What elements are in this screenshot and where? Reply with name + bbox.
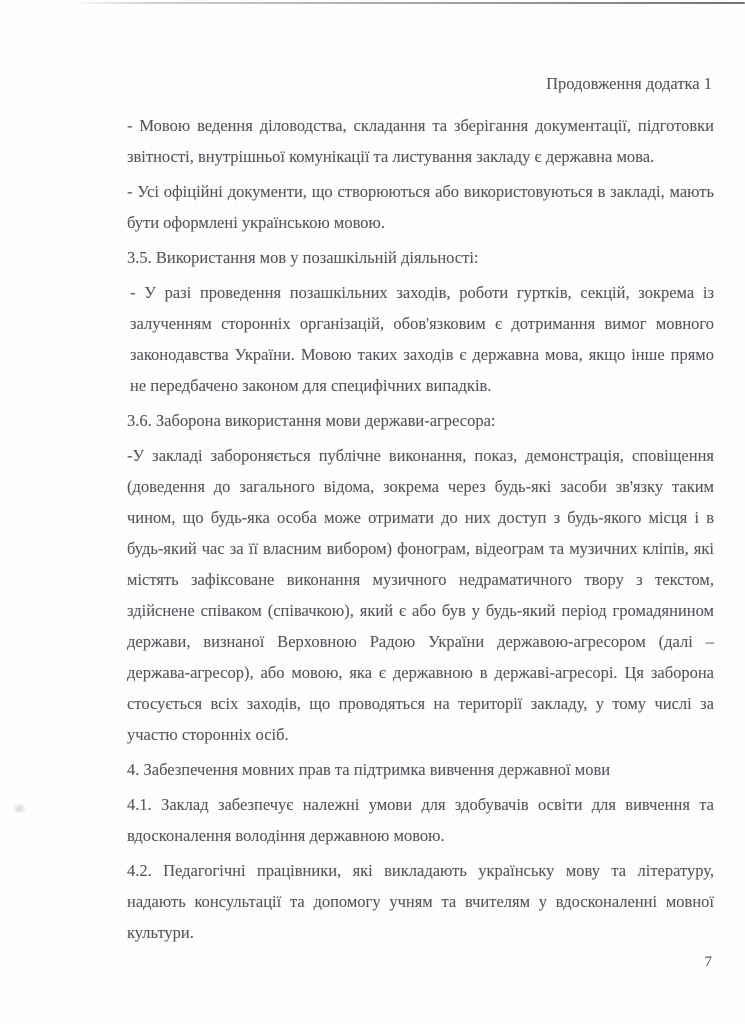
section-heading-4: 4. Забезпечення мовних прав та підтримка вивчення державної мови — [127, 760, 611, 779]
scan-artifact-speck — [14, 804, 25, 813]
paragraph-aggressor-state-language-ban: -У закладі забороняється публічне виконання, показ, демонстрація, сповіщення (доведення до загального відома, зокрема через будь-які засоби зв'язку таким чином, що будь-яка особа може отримати до них доступ з будь-якого місця і в будь-який час за її власним вибором) фонограм, відеограм та музичних кліпів, які містять зафіксоване виконання музичного недраматичного твору з текстом, здійснене співаком (співачкою), який є або був у будь-який період громадянином держави, визнаної Верховною Радою України державою-агресором (далі – держава-агресор), або мовою, яка є державною в державі-агресорі. Ця заборона стосується всіх заходів, що проводяться на території закладу, у тому числі за участю сторонніх осіб. — [127, 446, 714, 744]
document-body — [127, 110, 714, 952]
page-number: 7 — [704, 954, 712, 970]
scan-artifact-line — [70, 2, 745, 4]
section-heading-3-6: 3.6. Заборона використання мови держави-агресора: — [127, 411, 496, 430]
paragraph-record-keeping-language: - Мовою ведення діловодства, складання та зберігання документації, підготовки звітності, внутрішньої комунікації та листування закладу є державна мова. — [127, 116, 714, 166]
running-header: Продовження додатка 1 — [546, 74, 712, 93]
paragraph-extracurricular-activities: - У разі проведення позашкільних заходів, роботи гуртків, секцій, зокрема із залученням сторонніх організацій, обов'язковим є дотримання вимог мовного законодавства України. Мовою таких заходів є державна мова, якщо інше прямо не передбачено законом для специфічних випадків. — [130, 283, 714, 395]
paragraph-4-1-learning-conditions: 4.1. Заклад забезпечує належні умови для здобувачів освіти для вивчення та вдосконалення володіння державною мовою. — [127, 795, 714, 845]
paragraph-official-documents: - Усі офіційні документи, що створюються або використовуються в закладі, мають бути оформлені українською мовою. — [127, 182, 714, 232]
paragraph-4-2-teachers-support: 4.2. Педагогічні працівники, які викладають українську мову та літературу, надають консультації та допомогу учням та вчителям у вдосконаленні мовної культури. — [127, 861, 714, 942]
section-heading-3-5: 3.5. Використання мов у позашкільній діяльності: — [127, 248, 479, 267]
